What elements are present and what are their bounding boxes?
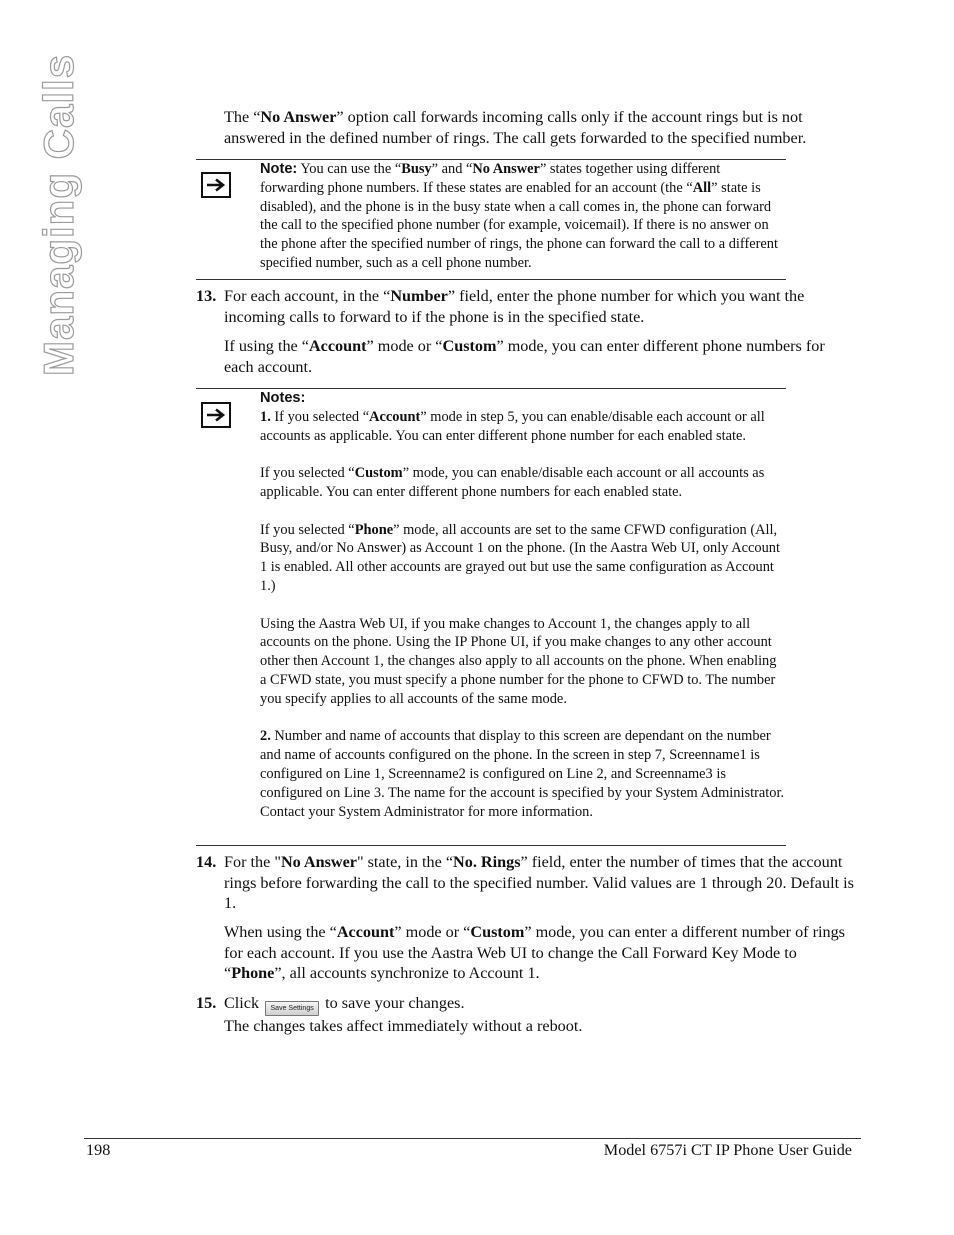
step-14-detail xyxy=(224,922,856,984)
bold-term: Custom xyxy=(470,923,525,941)
note-paragraph: Using the Aastra Web UI, if you make changes to Account 1, the changes apply to all accounts on the phone. Using the IP Phone UI, if you make changes to any other account other then Account 1, the changes also apply to all accounts on the phone. When enabling a CFWD state, you must specify a phone number for the phone to CFWD to. The number you specify applies to all accounts of the same mode. xyxy=(260,615,777,707)
text: If you selected “ xyxy=(260,521,355,538)
note-item-number: 2. xyxy=(260,728,271,745)
text: " state, in the “ xyxy=(356,853,454,871)
text: ” state is disabled), and the phone is in the busy state when a call comes in, the phone can forward the call to the specified phone number (for example, voicemail). If there is no answer on the phone after the specified number of rings, the phone can forward the call to a different specified number, such as a cell phone number. xyxy=(260,179,778,271)
bold-term: Custom xyxy=(442,337,497,355)
bold-term: Account xyxy=(369,408,421,425)
text: ” mode, you can enter different phone numbers for each account. xyxy=(224,337,825,376)
bold-term: Phone xyxy=(354,521,394,538)
text: ” mode, you can enable/disable each account or all accounts as applicable. You can enter different phone numbers for each enabled state. xyxy=(260,465,765,500)
text: ” states together using different forwarding phone numbers. If these states are enabled for an account (the “ xyxy=(260,161,721,196)
text: ” mode or “ xyxy=(366,337,443,355)
side-tab-graphic xyxy=(35,53,82,378)
footer-divider xyxy=(84,1138,861,1139)
page-number: 198 xyxy=(86,1141,111,1159)
step-number: 14. xyxy=(196,853,217,871)
bold-term: Number xyxy=(390,287,448,305)
text: You can use the “ xyxy=(297,161,402,177)
text: If you selected “ xyxy=(260,465,355,482)
note-text xyxy=(260,160,786,273)
step-13-text xyxy=(224,286,856,327)
text: For the " xyxy=(224,853,281,871)
side-tab-label: Managing Calls xyxy=(35,53,82,376)
text: ”, all accounts synchronize to Account 1. xyxy=(274,964,540,982)
text: Number and name of accounts that display to this screen are dependant on the number and name of accounts configured on the phone. In the screen in step 7, Screenname1 is configured on Line 1, Screenname2 is configured on Line 2, and Screenname3 is configured on Line 3. The name for the account is specified by your System Administrator. Contact your System Administrator for more information. xyxy=(260,728,785,820)
guide-title: Model 6757i CT IP Phone User Guide xyxy=(603,1141,852,1159)
intro-paragraph xyxy=(224,107,856,148)
notes-box xyxy=(196,388,786,846)
step-13-detail xyxy=(224,336,856,377)
bold-term: No Answer xyxy=(472,161,540,177)
arrow-right-icon xyxy=(201,172,231,198)
text: ” mode, all accounts are set to the same CFWD configuration (All, Busy, and/or No Answer) as Account 1 on the phone. (In the Aastra Web UI, only Account 1 is enabled. All other accounts are grayed out but use the same configuration as Account 1.) xyxy=(260,521,780,594)
text: If you selected “ xyxy=(270,408,370,425)
step-number: 15. xyxy=(196,994,217,1012)
bold-term: Custom xyxy=(354,465,403,482)
text: Click xyxy=(224,994,260,1012)
step-number: 13. xyxy=(196,287,217,305)
text: ” option call forwards incoming calls only if the account rings but is not answered in the defined number of rings. The call gets forwarded to the specified number. xyxy=(224,108,807,147)
notes-text xyxy=(260,389,786,821)
note-box xyxy=(196,159,786,280)
save-settings-button[interactable]: Save Settings xyxy=(265,1001,319,1016)
bold-term: Phone xyxy=(231,964,275,982)
step-14-text xyxy=(224,852,856,914)
bold-term: Busy xyxy=(401,161,432,177)
text: ” mode or “ xyxy=(394,923,471,941)
note-item-number: 1. xyxy=(260,408,271,425)
text: ” mode, you can enter a different number of rings for each account. If you use the Aastra Web UI to change the Call Forward Key Mode to “ xyxy=(224,923,845,982)
bold-term: Account xyxy=(336,923,395,941)
text: When using the “ xyxy=(224,923,337,941)
text: ” mode in step 5, you can enable/disable each account or all accounts as applicable. You can enter different phone number for each enabled state. xyxy=(260,408,765,444)
bold-term: No. Rings xyxy=(453,853,521,871)
text: to save your changes. xyxy=(321,994,465,1012)
text: ” and “ xyxy=(431,161,473,177)
step-15-text xyxy=(224,993,856,1037)
bold-term: All xyxy=(692,179,712,196)
note-label: Note: xyxy=(260,161,298,177)
bold-term: No Answer xyxy=(260,108,337,126)
text: The changes takes affect immediately without a reboot. xyxy=(224,1017,583,1035)
notes-label: Notes: xyxy=(260,390,306,406)
bold-term: Account xyxy=(308,337,367,355)
text: For each account, in the “ xyxy=(224,287,391,305)
section-side-tab xyxy=(35,53,82,378)
text: ” field, enter the number of times that the account rings before forwarding the call to the specified number. Valid values are 1 through 20. Default is 1. xyxy=(224,853,854,912)
text: ” field, enter the phone number for which you want the incoming calls to forward to if the phone is in the specified state. xyxy=(224,287,805,326)
arrow-right-icon xyxy=(201,402,231,428)
text: The “ xyxy=(224,108,261,126)
text: If using the “ xyxy=(224,337,309,355)
bold-term: No Answer xyxy=(280,853,357,871)
